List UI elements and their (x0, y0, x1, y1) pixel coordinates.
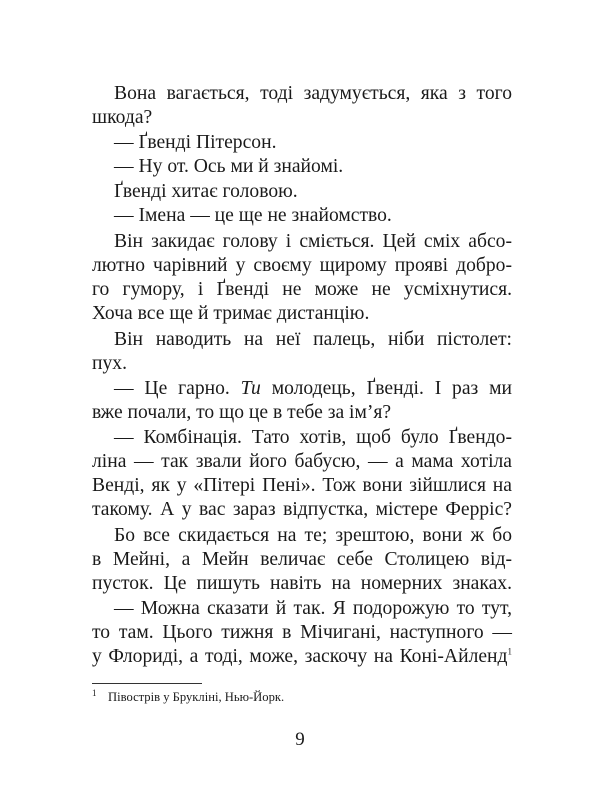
text-line: Вона вагається, тоді задумується, яка з того (114, 83, 512, 104)
text-line: го гумору, і Ґвенді не може не усміхнутися. (92, 279, 512, 300)
text-line: Хоча все ще й тримає дистанцію. (92, 303, 370, 324)
text-line: такому. А у вас зараз відпустка, містере Ферріс? (92, 499, 512, 520)
text-line: — Комбінація. Тато хотів, щоб було Ґвендо- (114, 427, 512, 448)
page-number: 9 (295, 729, 305, 750)
text-line (114, 377, 512, 401)
text-line: Бо все скидається на те; зрештою, вони ж бо (114, 525, 512, 546)
text-line: — Можна сказати й так. Я подорожую то тут, (114, 598, 512, 619)
text-line: Він закидає голову і сміється. Цей сміх абсо- (114, 231, 512, 252)
text-run: молодець, Ґвенді. І раз ми (271, 378, 512, 399)
text-line: Ґвенді хитає головою. (114, 181, 298, 202)
footnote-divider (92, 683, 202, 684)
text-line: ліна — так звали його бабусю, — а мама хотіла (92, 451, 512, 472)
text-line: — Ґвенді Пітерсон. (114, 132, 277, 153)
text-line: пух. (92, 353, 127, 374)
italic-word: Ти (240, 378, 261, 399)
text-line: шкода? (92, 107, 153, 128)
text-line: Венді, як у «Пітері Пені». Тож вони зійшлися на (92, 475, 512, 496)
text-line: — Імена — це ще не знайомство. (114, 205, 392, 226)
text-line: пусток. Це пишуть навіть на номерних знаках. (92, 573, 512, 594)
text-line: в Мейні, а Мейн величає себе Столицею від- (92, 549, 512, 570)
text-line: лютно чарівний у своєму щирому прояві добро- (92, 255, 512, 276)
text-line (92, 645, 512, 669)
text-line: то там. Цього тижня в Мічигані, наступного — (92, 622, 512, 643)
text-line: — Ну от. Ось ми й знайомі. (114, 156, 344, 177)
text-run: у Флориді, а тоді, може, заскочу на Коні-Айленд (92, 646, 508, 667)
footnote: $^1$ Півострів у Брукліні, Нью-Йорк. (92, 687, 285, 704)
text-line: Він наводить на неї палець, ніби пістолет: (114, 329, 512, 350)
footnote-reference: 1 (507, 646, 512, 657)
text-line: вже почали, то що це в тебе за ім’я? (92, 402, 392, 423)
text-run: — Це гарно. (114, 378, 230, 399)
footnote-text: Півострів у Брукліні, Нью-Йорк. (108, 690, 285, 704)
